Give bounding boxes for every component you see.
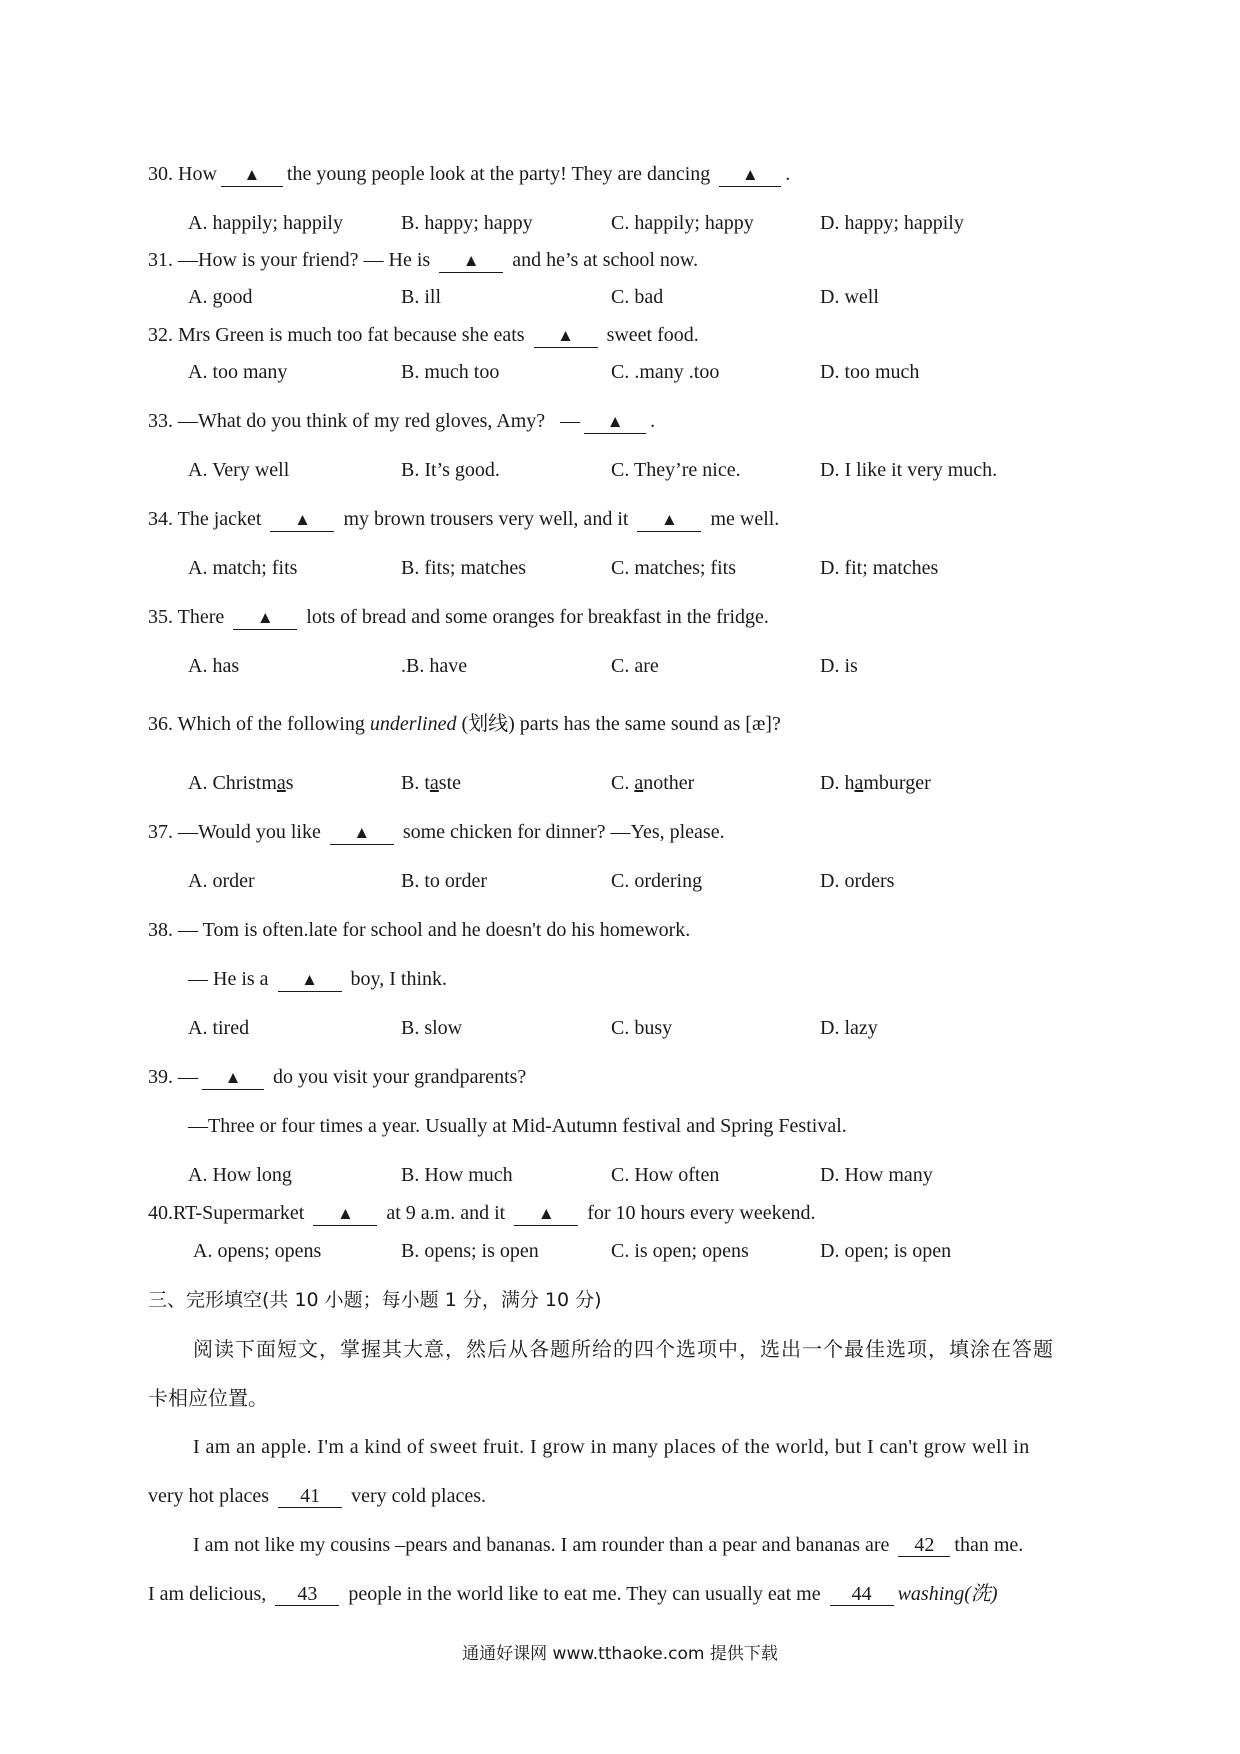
triangle-icon: ▲ xyxy=(557,326,574,345)
option-d[interactable]: D. lazy xyxy=(820,1017,878,1039)
section-instructions-cont: 卡相应位置。 xyxy=(148,1386,268,1410)
cloze-blank-41[interactable]: 41 xyxy=(278,1485,342,1508)
answer-blank[interactable] xyxy=(719,163,781,187)
triangle-icon: ▲ xyxy=(243,165,261,184)
option-d[interactable]: D. How many xyxy=(820,1164,933,1186)
section-title: 三、完形填空(共 10 小题；每小题 1 分，满分 10 分) xyxy=(148,1289,602,1311)
option-b[interactable]: B. It’s good. xyxy=(401,459,500,481)
question-36: 36. Which of the following underlined (划线) parts has the same sound as [æ]? xyxy=(148,713,781,735)
footer-watermark: 通通好课网 www.tthaoke.com 提供下载 xyxy=(462,1644,778,1664)
question-38: 38. — Tom is often.late for school and he doesn't do his homework. xyxy=(148,919,691,941)
option-b[interactable]: B. slow xyxy=(401,1017,463,1039)
option-d[interactable]: D. is xyxy=(820,655,858,677)
question-40: 40.RT-Supermarket ▲ at 9 a.m. and it ▲ for 10 hours every weekend. xyxy=(148,1202,816,1224)
passage-line-4: I am delicious, 43 people in the world like to eat me. They can usually eat me 44 washing(洗) xyxy=(148,1583,998,1605)
triangle-icon: ▲ xyxy=(224,1068,242,1087)
answer-blank[interactable] xyxy=(584,410,646,434)
triangle-icon: ▲ xyxy=(336,1204,354,1223)
option-c[interactable]: C. happily; happy xyxy=(611,212,754,234)
option-b[interactable]: B. opens; is open xyxy=(401,1240,539,1262)
option-a[interactable]: A. good xyxy=(188,286,253,308)
answer-blank[interactable] xyxy=(313,1202,377,1226)
option-b[interactable]: B. much too xyxy=(401,361,500,383)
option-a[interactable]: A. Very well xyxy=(188,459,290,481)
option-c[interactable]: C. They’re nice. xyxy=(611,459,741,481)
option-a[interactable]: A. happily; happily xyxy=(188,212,343,234)
question-33: 33. —What do you think of my red gloves, Amy? — ▲ . xyxy=(148,410,656,432)
option-a[interactable]: A. tired xyxy=(188,1017,250,1039)
option-a[interactable]: A. order xyxy=(188,870,255,892)
option-b[interactable]: .B. have xyxy=(401,655,468,677)
question-31: 31. —How is your friend? — He is ▲ and he’s at school now. xyxy=(148,249,699,271)
question-32: 32. Mrs Green is much too fat because she eats ▲ sweet food. xyxy=(148,324,699,346)
cloze-blank-44[interactable]: 44 xyxy=(830,1583,894,1606)
option-d[interactable]: D. hamburger xyxy=(820,772,931,794)
option-d[interactable]: D. open; is open xyxy=(820,1240,952,1262)
question-34: 34. The jacket ▲ my brown trousers very well, and it ▲ me well. xyxy=(148,508,780,530)
answer-blank[interactable] xyxy=(233,606,297,630)
section-instructions: 阅读下面短文，掌握其大意，然后从各题所给的四个选项中，选出一个最佳选项，填涂在答题 xyxy=(193,1337,1054,1361)
cloze-blank-43[interactable]: 43 xyxy=(275,1583,339,1606)
option-c[interactable]: C. is open; opens xyxy=(611,1240,749,1262)
answer-blank[interactable] xyxy=(221,163,283,187)
option-b[interactable]: B. happy; happy xyxy=(401,212,533,234)
answer-blank[interactable] xyxy=(439,249,503,273)
option-d[interactable]: D. happy; happily xyxy=(820,212,964,234)
cloze-blank-42[interactable]: 42 xyxy=(898,1534,950,1557)
option-b[interactable]: B. fits; matches xyxy=(401,557,526,579)
question-37: 37. —Would you like ▲ some chicken for dinner? —Yes, please. xyxy=(148,821,725,843)
question-38-line2: — He is a ▲ boy, I think. xyxy=(188,968,448,990)
option-a[interactable]: A. opens; opens xyxy=(193,1240,322,1262)
option-b[interactable]: B. to order xyxy=(401,870,488,892)
triangle-icon: ▲ xyxy=(353,823,371,842)
option-a[interactable]: A. How long xyxy=(188,1164,292,1186)
answer-blank[interactable] xyxy=(270,508,334,532)
answer-blank[interactable] xyxy=(202,1066,264,1090)
triangle-icon: ▲ xyxy=(537,1204,555,1223)
option-a[interactable]: A. too many xyxy=(188,361,288,383)
answer-blank[interactable] xyxy=(514,1202,578,1226)
answer-blank[interactable] xyxy=(330,821,394,845)
option-b[interactable]: B. How much xyxy=(401,1164,513,1186)
option-d[interactable]: D. I like it very much. xyxy=(820,459,998,481)
triangle-icon: ▲ xyxy=(301,970,318,989)
option-b[interactable]: B. taste xyxy=(401,772,462,794)
option-d[interactable]: D. well xyxy=(820,286,879,308)
option-a[interactable]: A. Christmas xyxy=(188,772,294,794)
option-c[interactable]: C. matches; fits xyxy=(611,557,736,579)
option-c[interactable]: C. busy xyxy=(611,1017,673,1039)
question-39-line2: —Three or four times a year. Usually at Mid-Autumn festival and Spring Festival. xyxy=(188,1115,847,1137)
triangle-icon: ▲ xyxy=(294,510,311,529)
option-c[interactable]: C. bad xyxy=(611,286,664,308)
option-c[interactable]: C. How often xyxy=(611,1164,720,1186)
option-c[interactable]: C. are xyxy=(611,655,659,677)
option-a[interactable]: A. match; fits xyxy=(188,557,298,579)
triangle-icon: ▲ xyxy=(661,510,678,529)
answer-blank[interactable] xyxy=(534,324,598,348)
option-c[interactable]: C. .many .too xyxy=(611,361,720,383)
question-35: 35. There ▲ lots of bread and some oranges for breakfast in the fridge. xyxy=(148,606,769,628)
triangle-icon: ▲ xyxy=(741,165,759,184)
triangle-icon: ▲ xyxy=(606,412,624,431)
triangle-icon: ▲ xyxy=(256,608,274,627)
passage-line-1: I am an apple. I'm a kind of sweet fruit. I grow in many places of the world, but I can't grow well in xyxy=(193,1436,1030,1458)
answer-blank[interactable] xyxy=(637,508,701,532)
triangle-icon: ▲ xyxy=(462,251,480,270)
passage-line-3: I am not like my cousins –pears and bananas. I am rounder than a pear and bananas are 42 than me. xyxy=(193,1534,1024,1556)
option-d[interactable]: D. fit; matches xyxy=(820,557,939,579)
question-30: 30. How ▲ the young people look at the party! They are dancing ▲ . xyxy=(148,163,791,185)
option-a[interactable]: A. has xyxy=(188,655,240,677)
answer-blank[interactable] xyxy=(278,968,342,992)
option-c[interactable]: C. ordering xyxy=(611,870,703,892)
question-39: 39. — ▲ do you visit your grandparents? xyxy=(148,1066,527,1088)
option-c[interactable]: C. another xyxy=(611,772,695,794)
option-b[interactable]: B. ill xyxy=(401,286,442,308)
option-d[interactable]: D. too much xyxy=(820,361,920,383)
option-d[interactable]: D. orders xyxy=(820,870,895,892)
passage-line-2: very hot places 41 very cold places. xyxy=(148,1485,487,1507)
